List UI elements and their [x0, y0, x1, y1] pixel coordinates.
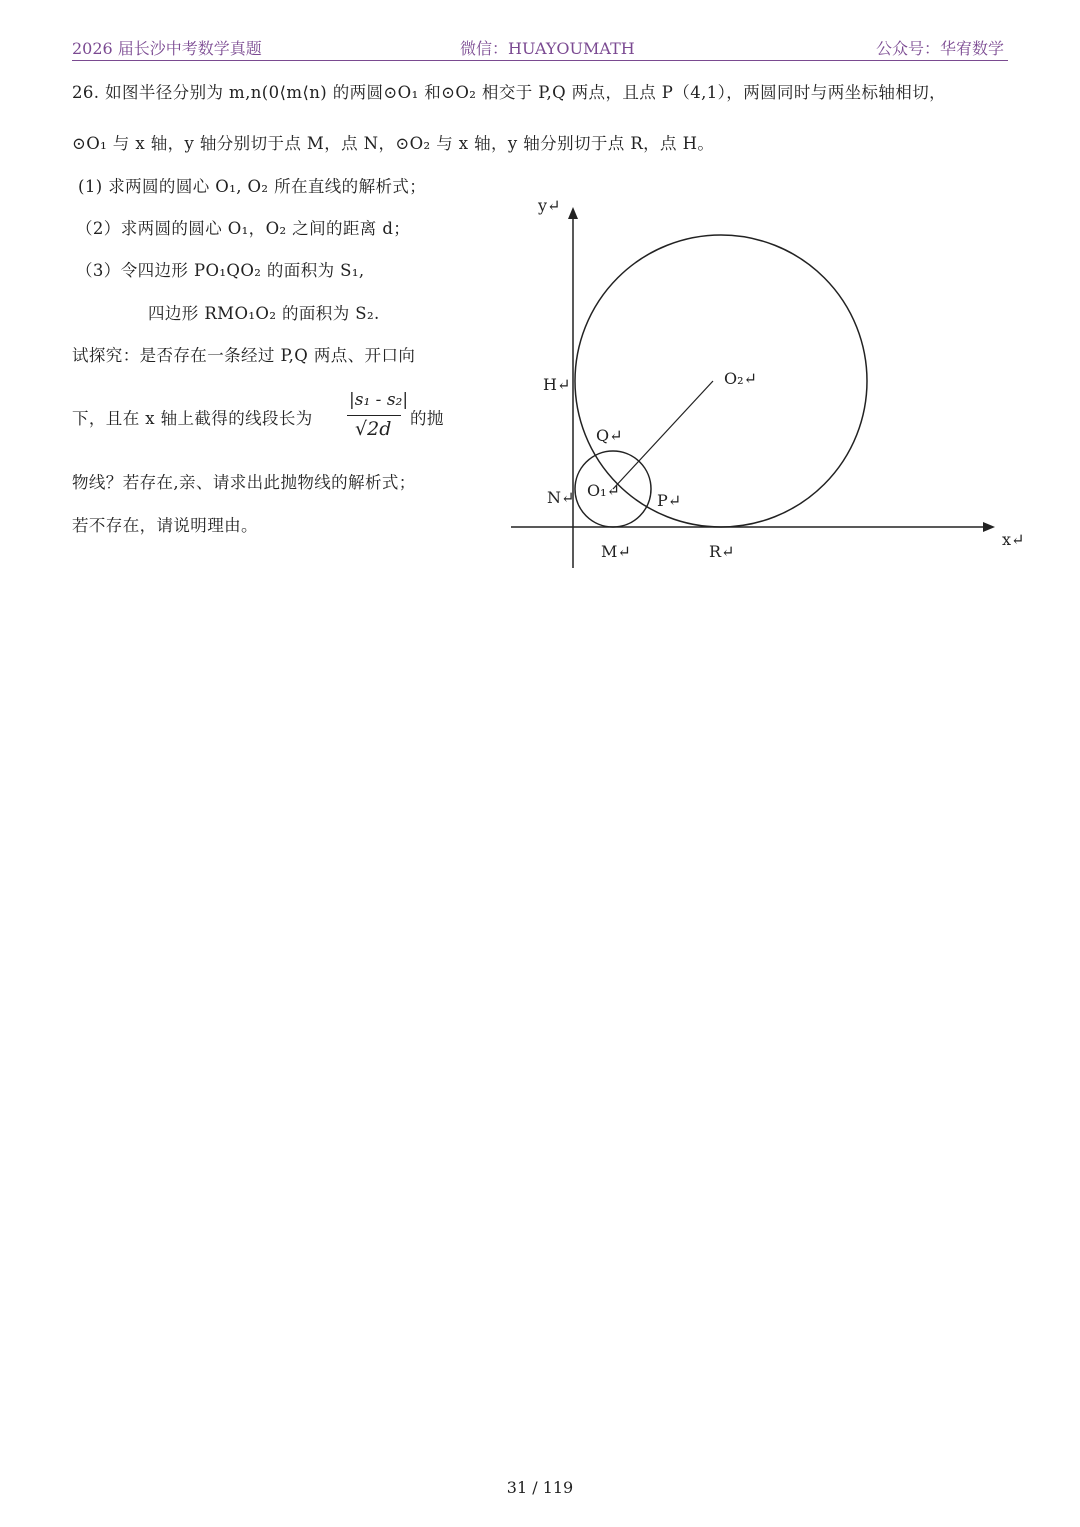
header-account: 公众号：华宥数学: [875, 39, 1004, 58]
problem-line-1: 26. 如图半径分别为 m,n(0⟨m⟨n) 的两圆⊙O₁ 和⊙O₂ 相交于 P,Q 两点，且点 P（4,1），两圆同时与两坐标轴相切，: [72, 83, 946, 102]
question-3b: 四边形 RMO₁O₂ 的面积为 S₂.: [148, 304, 380, 323]
question-1: (1) 求两圆的圆心 O₁, O₂ 所在直线的解析式；: [78, 177, 427, 196]
page-header: [72, 30, 1008, 61]
fraction-denominator: √2d: [355, 418, 392, 440]
fraction-formula: [345, 388, 409, 450]
label-h: H↵: [543, 375, 571, 394]
fraction-bar: [347, 415, 401, 416]
problem-line-2: ⊙O₁ 与 x 轴，y 轴分别切于点 M，点 N，⊙O₂ 与 x 轴，y 轴分别切于点 R，点 H。: [72, 134, 715, 153]
question-3a: （3）令四边形 PO₁QO₂ 的面积为 S₁,: [76, 261, 365, 280]
header-wechat: 微信：HUAYOUMATH: [460, 39, 635, 58]
explore-line-3: 物线？若存在,亲、请求出此抛物线的解析式；: [72, 473, 416, 492]
label-n: N↵: [547, 488, 575, 507]
label-p: P↵: [657, 491, 682, 510]
explore-line-4: 若不存在，请说明理由。: [72, 516, 258, 535]
explore-line-2a: 下，且在 x 轴上截得的线段长为: [72, 409, 313, 428]
page-number: 31 / 119: [506, 1478, 574, 1497]
x-axis-arrow: [983, 522, 995, 532]
segment-o1-o2: [613, 381, 713, 489]
fraction-numerator: |s₁ - s₂|: [349, 390, 409, 410]
label-y: y↵: [538, 196, 561, 215]
label-x: x↵: [1002, 530, 1025, 549]
header-title: 2026 届长沙中考数学真题: [72, 39, 262, 58]
y-axis-arrow: [568, 207, 578, 219]
figure-svg: [505, 195, 1030, 575]
label-m: M↵: [601, 542, 631, 561]
explore-line-1: 试探究：是否存在一条经过 P,Q 两点、开口向: [72, 346, 416, 365]
label-r: R↵: [709, 542, 735, 561]
explore-line-2b: 的抛: [410, 409, 444, 428]
geometry-figure: [505, 195, 1030, 575]
label-o1: O₁↵: [587, 481, 620, 500]
label-q: Q↵: [596, 426, 623, 445]
label-o2: O₂↵: [724, 369, 757, 388]
question-2: （2）求两圆的圆心 O₁，O₂ 之间的距离 d；: [76, 219, 411, 238]
